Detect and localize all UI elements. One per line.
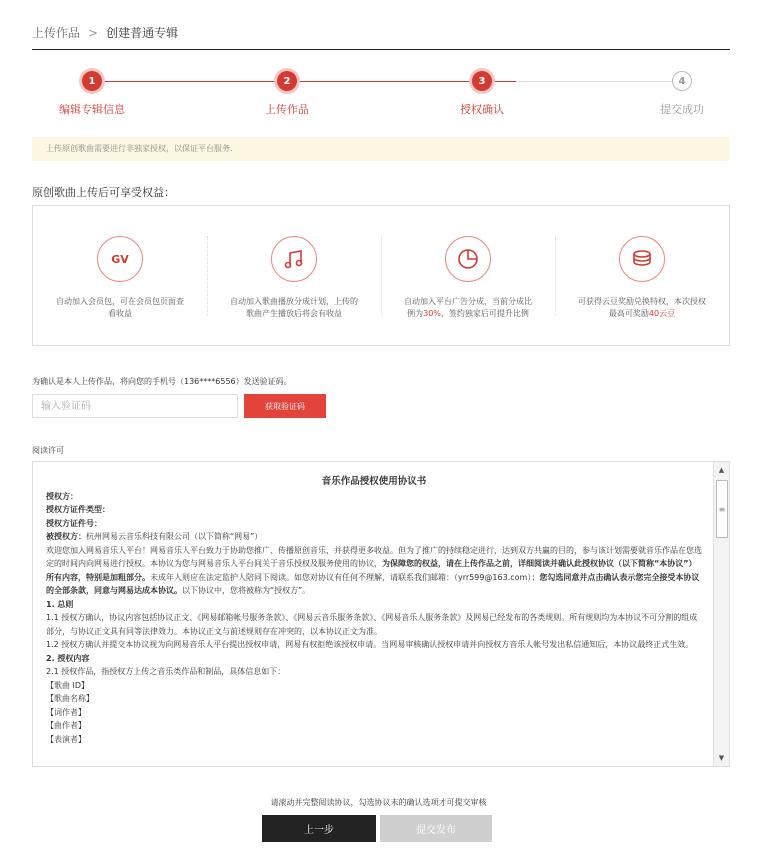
progress-steps: [32, 65, 730, 125]
get-code-button[interactable]: 获取验证码: [244, 394, 326, 418]
agreement-line: 授权方证件号：: [46, 518, 102, 528]
step-submit-success: [622, 71, 742, 117]
previous-step-button[interactable]: 上一步: [262, 815, 376, 842]
step-label: 上传作品: [265, 103, 309, 116]
benefits-title: 原创歌曲上传后可享受权益：: [32, 186, 175, 199]
breadcrumb: [32, 24, 178, 41]
agreement-paragraph: 欢迎您加入网易音乐人平台！网易音乐人平台致力于协助您推广、传播原创音乐，并获得更多收益。但为了推广的持续稳定进行，达到双方共赢的目的，参与该计划需要就音乐作品在您选定的时间内向网易进行授权。本协议为您与网易音乐人平台间关于音乐授权及服务使用的协议，为保障您的权益，请在上传作品之前，详细阅读并确认此授权协议（以下简称“本协议”）所有内容，特别是加粗部分。未成年人则应在法定监护人陪同下阅读。如您对协议有任何不理解，请联系我们邮箱：（yrr599@163.com）；您勾选同意并点击确认表示您完全接受本协议的全部条款，同意与网易达成本协议。以下协议中，您将被称为“授权方”。: [46, 545, 702, 595]
agreement-scrollbar[interactable]: [713, 462, 729, 766]
step-upload-works: [227, 71, 347, 117]
step-number: 2: [277, 71, 297, 91]
breadcrumb-separator: >: [88, 25, 99, 40]
benefit-item: [33, 206, 207, 345]
verify-note: 为确认是本人上传作品，将向您的手机号（136****6556）发送验证码。: [32, 377, 292, 386]
coins-icon: [619, 236, 665, 282]
agreement-line: 授权方：: [46, 491, 78, 501]
vip-icon: [97, 236, 143, 282]
agreement-heading: 1. 总则: [46, 599, 74, 609]
agreement-line: 杭州网易云音乐科技有限公司（以下简称“网易”）: [86, 532, 263, 541]
step-authorization: [422, 71, 542, 117]
submit-button[interactable]: 提交发布: [380, 815, 492, 842]
agreement-line: 被授权方：: [46, 532, 86, 541]
submit-hint: 请滚动并完整阅读协议，勾选协议末的确认选项才可提交审核: [270, 798, 487, 807]
agreement-paragraph: 2.1 授权作品，指授权方上传之音乐类作品和制品，具体信息如下：: [46, 667, 286, 676]
agreement-scroll-box[interactable]: [32, 461, 730, 767]
step-number: 1: [82, 71, 102, 91]
agreement-line: 【曲作者】: [46, 721, 86, 730]
step-edit-album-info: [32, 71, 152, 117]
benefits-panel: [32, 205, 730, 346]
music-note-icon: [271, 236, 317, 282]
benefit-desc: 自动加入平台广告分成，当前分成比例为30%，签约独家后可提升比例: [404, 297, 532, 318]
step-label: 提交成功: [660, 103, 704, 116]
scroll-up-icon[interactable]: ▲: [718, 466, 725, 474]
benefit-desc: 可获得云豆奖励兑换特权，本次授权最高可奖励40云豆: [578, 297, 706, 318]
step-label: 编辑专辑信息: [59, 103, 125, 116]
header-divider: [32, 49, 730, 50]
benefit-desc: 自动加入会员包，可在会员包页面查看收益: [56, 297, 184, 318]
benefit-item: [555, 206, 729, 345]
breadcrumb-upload-link[interactable]: 上传作品: [32, 26, 81, 40]
pie-chart-icon: [445, 236, 491, 282]
verification-code-input[interactable]: [32, 394, 238, 418]
step-number: 3: [472, 71, 492, 91]
agreement-line: 授权方证件类型：: [46, 505, 110, 514]
scroll-down-icon[interactable]: ▼: [718, 754, 725, 762]
scrollbar-thumb[interactable]: ≡: [716, 480, 728, 538]
svg-text:GV: GV: [111, 253, 129, 266]
step-number: 4: [672, 71, 692, 91]
benefit-desc: 自动加入歌曲播放分成计划，上传的歌曲产生播放后将会有收益: [230, 297, 358, 318]
agreement-paragraph: 1.2 授权方确认并提交本协议视为向网易音乐人平台提出授权申请，网易有权拒绝该授权申请。当网易审核确认授权申请并向授权方音乐人帐号发出私信通知后，本协议最终正式生效。: [46, 640, 694, 649]
agreement-line: 【词作者】: [46, 707, 86, 717]
agreement-label: 阅读许可: [32, 446, 64, 455]
agreement-line: 【歌曲 ID】: [46, 680, 90, 690]
breadcrumb-current: 创建普通专辑: [106, 26, 179, 40]
benefit-item: [207, 206, 381, 345]
step-label: 授权确认: [460, 103, 504, 116]
agreement-heading: 2. 授权内容: [46, 653, 90, 663]
agreement-content: [46, 475, 702, 746]
agreement-line: 【表演者】: [46, 734, 86, 744]
agreement-title: 音乐作品授权使用协议书: [321, 476, 427, 487]
notice-banner: 上传原创歌曲需要进行非独家授权，以保证平台服务.: [32, 137, 730, 161]
agreement-line: 【歌曲名称】: [46, 694, 94, 703]
agreement-paragraph: 1.1 授权方确认，协议内容包括协议正文、《网易邮箱帐号服务条款》、《网易云音乐服务条款》、《网易音乐人服务条款》及网易已经发布的各类规则。所有规则均为本协议不可分割的组成部分，与协议正文具有同等法律效力。本协议正文与前述规则存在冲突的，以本协议正文为准。: [46, 613, 698, 636]
benefit-item: [381, 206, 555, 345]
